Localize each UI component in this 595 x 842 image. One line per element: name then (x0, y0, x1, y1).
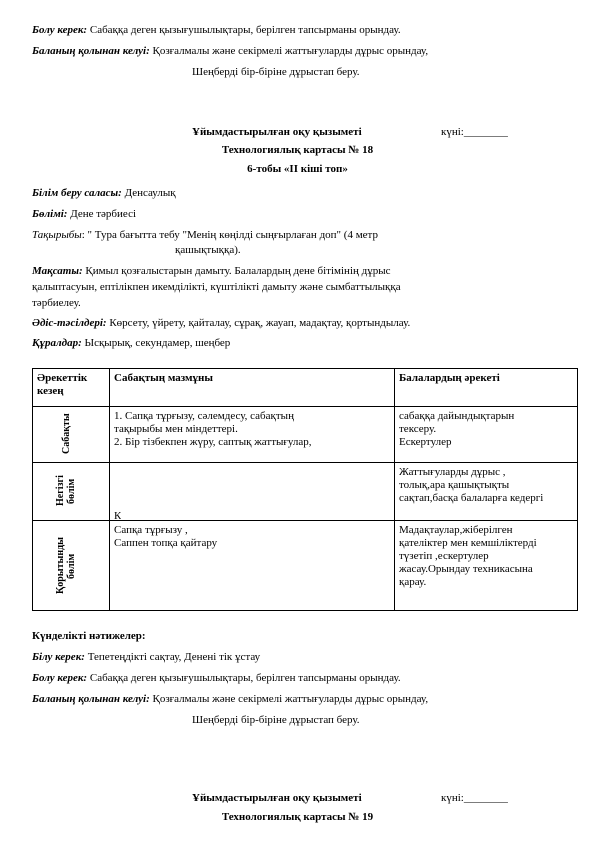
table-header-row (33, 369, 578, 407)
header-stage-line2: кезең (37, 385, 64, 397)
tech-card-18: Технологиялық картасы № 18 (221, 144, 374, 156)
children-3-line-3: түзетіп ,ескертулер (399, 550, 489, 562)
children-2-line-2: толық,ара қашықтықты (399, 479, 510, 491)
stage-1-label: Сабақты (61, 413, 72, 455)
results-balanyn-label: Баланың қолынан келуі: (32, 693, 150, 705)
takyryp-label: Тақырыбы (32, 229, 82, 241)
table-row (33, 521, 578, 611)
results-bolu-line (32, 672, 401, 685)
bilu-text: Тепетеңдікті сақтау, Денені тік ұстау (84, 651, 261, 663)
org-title-18: Ұйымдастырылған оқу қызыметі (192, 126, 362, 138)
bilim-label: Білім беру саласы: (32, 187, 122, 199)
adis-label: Әдіс-тәсілдері: (32, 317, 107, 329)
content-1-line-2: тақырыбы мен міндеттері. (114, 423, 238, 435)
children-3-line-5: қарау. (399, 576, 427, 588)
bilu-label: Білу керек: (32, 651, 85, 663)
balanyn-text: Қозғалмалы және секірмелі жаттығуларды дұрыс орындау, (149, 45, 429, 57)
results-balanyn-text-2: Шеңберді бір-біріне дұрыстап беру. (192, 714, 360, 726)
stage-cell-3 (33, 521, 110, 611)
children-2-line-3: сақтап,басқа балаларға кедергі (399, 492, 544, 504)
header-content: Сабақтың мазмұны (110, 369, 395, 407)
stage-3-label (55, 527, 77, 605)
children-2-line-1: Жаттығуларды дұрыс , (399, 466, 506, 478)
bolu-kerek-label: Болу керек: (32, 24, 88, 36)
stage-3-line2: бөлім (66, 553, 77, 579)
bolimi-value: Дене тәрбиесі (67, 208, 137, 220)
results-bolu-label: Болу керек: (32, 672, 88, 684)
content-2-line-1: К (114, 512, 122, 520)
children-3-line-4: жасау.Орындау техникасына (399, 563, 533, 575)
bilim-line (32, 187, 176, 200)
kural-line (32, 337, 230, 350)
content-cell-2 (110, 463, 395, 521)
children-3-line-1: Мадақтаулар,жіберілген (399, 524, 513, 536)
maksaty-line (32, 265, 391, 278)
results-balanyn-line (32, 693, 428, 706)
bolimi-label: Бөлімі: (32, 208, 68, 220)
balanyn-label: Баланың қолынан келуі: (32, 45, 150, 57)
stage-2-line1: Негізгі (55, 475, 66, 507)
maksaty-value-2: қалыптасуын, ептілікпен икемділікті, күштілікті дамыту және сымбаттылыққа (32, 281, 401, 293)
bolu-kerek-text: Сабаққа деген қызығушылықтары, берілген тапсырманы орындау. (87, 24, 401, 36)
children-3-line-2: қателіктер мен кемшіліктерді (399, 537, 537, 549)
maksaty-value: Қимыл қозғалыстарын дамыту. Балалардың дене бітімінің дұрыс (82, 265, 391, 277)
children-1-line-2: тексеру. (399, 423, 437, 435)
bilim-value: Денсаулық (121, 187, 176, 199)
group-18: 6-тобы «ІІ кіші топ» (247, 163, 348, 175)
stage-3-line1: Қорытынды (55, 537, 66, 595)
content-cell-3 (110, 521, 395, 611)
bolimi-line (32, 208, 136, 221)
content-1-line-3: 2. Бір тізбекпен жүру, саптық жаттығулар, (114, 436, 312, 448)
org-title-19: Ұйымдастырылған оқу қызыметі (192, 792, 362, 804)
date-18: күні:________ (441, 126, 508, 138)
header-stage (33, 369, 110, 407)
maksaty-label: Мақсаты: (32, 265, 83, 277)
header-children: Балалардың әрекеті (395, 369, 578, 407)
results-title: Күнделікті нәтижелер: (32, 630, 146, 642)
lesson-table (32, 368, 578, 611)
stage-2-label (55, 467, 77, 515)
adis-value: Көрсету, үйрету, қайталау, сұрақ, жауап, мадақтау, қортындылау. (106, 317, 411, 329)
balanyn-text-2: Шеңберді бір-біріне дұрыстап беру. (192, 66, 360, 78)
takyryp-value: : " Тура бағытта тебу "Менің көңілді сыңғырлаған доп" (4 метр (81, 229, 378, 241)
maksaty-value-3: тәрбиелеу. (32, 297, 81, 309)
children-1-line-1: сабаққа дайындықтарын (399, 410, 515, 422)
results-balanyn-text: Қозғалмалы және секірмелі жаттығуларды дұрыс орындау, (149, 693, 429, 705)
takyryp-line (32, 229, 378, 242)
table-row (33, 407, 578, 463)
adis-line (32, 317, 410, 330)
children-cell-1 (395, 407, 578, 463)
tech-card-19: Технологиялық картасы № 19 (221, 811, 374, 823)
table-row (33, 463, 578, 521)
stage-cell-1 (33, 407, 110, 463)
content-3-line-2: Саппен топқа қайтару (114, 537, 218, 549)
children-cell-3 (395, 521, 578, 611)
balanyn-line (32, 45, 428, 58)
children-cell-2 (395, 463, 578, 521)
stage-2-line2: бөлім (66, 478, 77, 504)
bilu-line (32, 651, 260, 664)
kural-label: Құралдар: (32, 337, 82, 349)
header-stage-line1: Әрекеттік (37, 372, 88, 384)
stage-cell-2 (33, 463, 110, 521)
takyryp-value-2: қашықтыққа). (175, 244, 241, 256)
kural-value: Ысқырық, секундамер, шеңбер (81, 337, 231, 349)
results-bolu-text: Сабаққа деген қызығушылықтары, берілген тапсырманы орындау. (87, 672, 401, 684)
children-1-line-3: Ескертулер (399, 436, 452, 448)
bolu-kerek-line (32, 24, 401, 37)
content-3-line-1: Сапқа тұрғызу , (114, 524, 188, 536)
content-1-line-1: 1. Сапқа тұрғызу, сәлемдесу, сабақтың (114, 410, 294, 422)
content-cell-1 (110, 407, 395, 463)
date-19: күні:________ (441, 792, 508, 804)
